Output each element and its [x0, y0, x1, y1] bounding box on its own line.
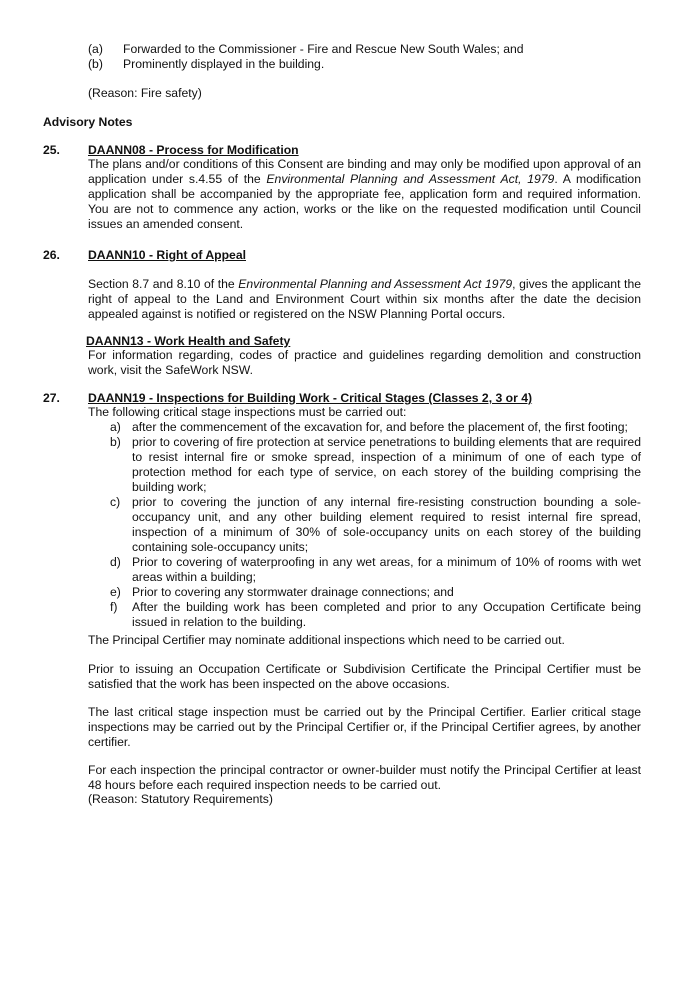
list-item-label: a) [110, 420, 121, 434]
list-item-text: After the building work has been completed and prior to any Occupation Certificate being issued in relation to the building. [132, 600, 641, 629]
condition-27-number: 27. [43, 391, 60, 405]
whs-title: DAANN13 - Work Health and Safety [86, 334, 291, 348]
whs-body: For information regarding, codes of practice and guidelines regarding demolition and construction work, visit the SafeWork NSW. [88, 348, 641, 377]
condition-27-each: For each inspection the principal contractor or owner-builder must notify the Principal Certifier at least 48 hours before each required inspection needs to be carried out. [88, 763, 641, 792]
condition-25-number: 25. [43, 143, 60, 157]
list-item-text: prior to covering of fire protection at service penetrations to building elements that are required to resist internal fire or smoke spread, inspection of a minimum of one of each type of protection method for each type of service, on each storey of the building comprising the building work; [132, 435, 641, 494]
list-item [110, 435, 641, 495]
list-item-label: e) [110, 585, 121, 599]
condition-27-nominate: The Principal Certifier may nominate additional inspections which need to be carried out. [88, 633, 565, 647]
condition-25-body: The plans and/or conditions of this Consent are binding and may only be modified upon approval of an application under s.4.55 of the Environmental Planning and Assessment Act, 1979. A modification application shall be accompanied by the appropriate fee, application form and required information. You are not to commence any action, works or the like on the requested modification until Council issues an amended consent. [88, 157, 641, 231]
intro-item-a-text: Forwarded to the Commissioner - Fire and Rescue New South Wales; and [123, 42, 524, 56]
condition-27-issuing: Prior to issuing an Occupation Certificate or Subdivision Certificate the Principal Certifier must be satisfied that the work has been inspected on the above occasions. [88, 662, 641, 691]
condition-25-title: DAANN08 - Process for Modification [88, 143, 299, 157]
list-item-text: Prior to covering any stormwater drainage connections; and [132, 585, 454, 599]
list-item [110, 585, 641, 600]
condition-26-title: DAANN10 - Right of Appeal [88, 248, 246, 262]
list-item-text: Prior to covering of waterproofing in any wet areas, for a minimum of 10% of rooms with wet areas within a building; [132, 555, 641, 584]
list-item [110, 600, 641, 630]
list-item-label: f) [110, 600, 118, 614]
condition-27-last: The last critical stage inspection must be carried out by the Principal Certifier. Earlier critical stage inspections may be carried out by the Principal Certifier or, if the Principal Certifier agrees, by another certifier. [88, 705, 641, 749]
advisory-heading: Advisory Notes [43, 115, 133, 129]
list-item-label: d) [110, 555, 121, 569]
list-item [110, 495, 641, 555]
condition-26-body: Section 8.7 and 8.10 of the Environmental Planning and Assessment Act 1979, gives the applicant the right of appeal to the Land and Environment Court within six months after the date the decision appealed against is notified or registered on the NSW Planning Portal occurs. [88, 277, 641, 321]
intro-item-b-label: (b) [88, 57, 103, 71]
condition-26-number: 26. [43, 248, 60, 262]
list-item [110, 420, 641, 435]
intro-reason: (Reason: Fire safety) [88, 86, 202, 100]
intro-item-b-text: Prominently displayed in the building. [123, 57, 325, 71]
list-item-text: prior to covering the junction of any internal fire-resisting construction bounding a sole-occupancy unit, and any other building element required to resist internal fire spread, inspection of a minimum of 30% of sole-occupancy units on each storey of the building containing sole-occupancy units; [132, 495, 641, 554]
list-item [110, 555, 641, 585]
list-item-label: c) [110, 495, 121, 509]
list-item-text: after the commencement of the excavation for, and before the placement of, the first footing; [132, 420, 628, 434]
condition-27-intro: The following critical stage inspections must be carried out: [88, 405, 407, 419]
list-item-label: b) [110, 435, 121, 449]
condition-27-reason: (Reason: Statutory Requirements) [88, 792, 273, 806]
condition-27-title: DAANN19 - Inspections for Building Work - Critical Stages (Classes 2, 3 or 4) [88, 391, 533, 405]
intro-item-a-label: (a) [88, 42, 103, 56]
critical-stage-list [110, 420, 641, 630]
